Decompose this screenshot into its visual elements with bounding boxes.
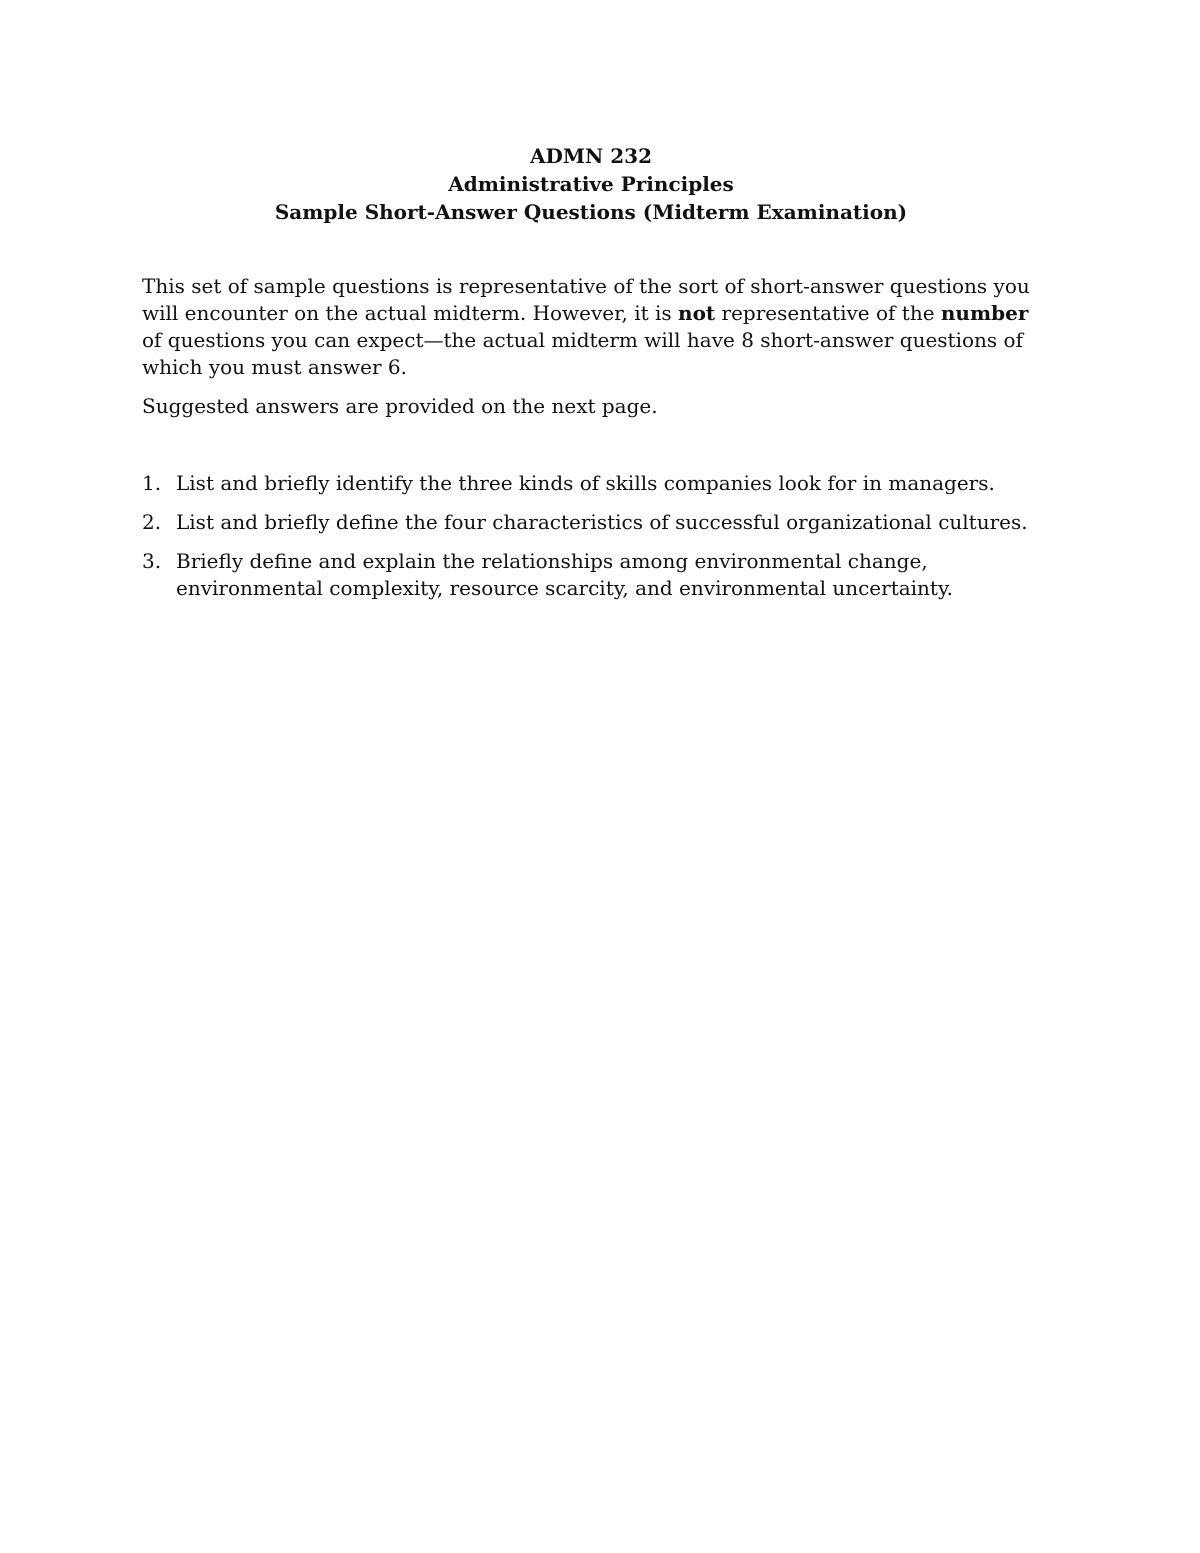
intro-text-2: representative of the (715, 301, 941, 325)
question-item (142, 509, 1047, 536)
intro-emphasis-number: number (940, 301, 1029, 325)
answers-note: Suggested answers are provided on the next page. (142, 394, 658, 418)
question-text: Briefly define and explain the relationships among environmental change, environmental complexity, resource scarcity, and environmental uncertainty. (176, 549, 953, 600)
document-header (142, 142, 1040, 226)
question-item (142, 548, 1047, 602)
course-name: Administrative Principles (448, 172, 734, 196)
question-text: List and briefly define the four characteristics of successful organizational cultures. (176, 510, 1028, 534)
question-number: 1. (142, 471, 162, 495)
document-title: Sample Short-Answer Questions (Midterm Examination) (274, 200, 908, 224)
intro-text-1: This set of sample questions is representative of the sort of short-answer questions you will encounter on the actual midterm. However, it is (142, 274, 1030, 325)
question-item (142, 470, 1047, 497)
question-text: List and briefly identify the three kinds of skills companies look for in managers. (176, 471, 995, 495)
intro-paragraph (142, 273, 1047, 381)
question-number: 3. (142, 549, 162, 573)
intro-text-3: of questions you can expect—the actual midterm will have 8 short-answer questions of which you must answer 6. (142, 328, 1023, 379)
intro-emphasis-not: not (678, 301, 716, 325)
intro-section (142, 273, 1047, 420)
question-number: 2. (142, 510, 162, 534)
question-list (142, 470, 1047, 602)
course-code: ADMN 232 (530, 144, 652, 168)
